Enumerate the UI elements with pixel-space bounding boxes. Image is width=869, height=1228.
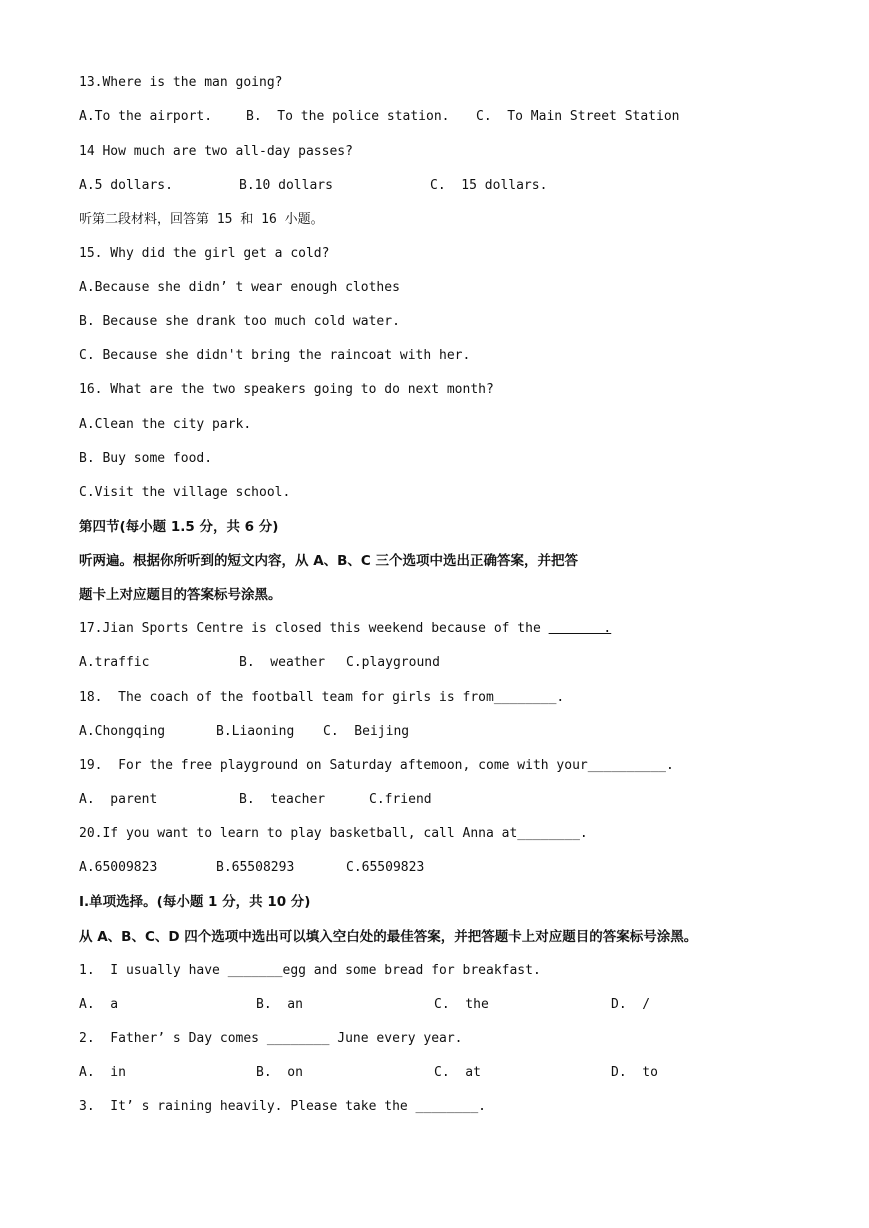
part4-instruction-line2: 题卡上对应题目的答案标号涂黑。 xyxy=(79,587,282,603)
mc2-option-a: A. in xyxy=(79,1065,126,1080)
q18-option-b: B.Liaoning xyxy=(216,724,295,739)
part4-heading: 第四节(每小题 1.5 分，共 6 分) xyxy=(79,519,279,535)
q20-option-a: A.65009823 xyxy=(79,860,158,875)
mc1-question: 1. I usually have _______egg and some bread for breakfast. xyxy=(79,963,541,978)
q15-option-b: B. Because she drank too much cold water. xyxy=(79,314,400,329)
q13-option-c: C. To Main Street Station xyxy=(476,109,680,124)
part4-instruction-line1: 听两遍。根据你所听到的短文内容，从 A、B、C 三个选项中选出正确答案，并把答 xyxy=(79,553,579,569)
q16-question: 16. What are the two speakers going to do next month? xyxy=(79,382,494,397)
q16-option-a: A.Clean the city park. xyxy=(79,417,252,432)
mc2-option-d: D. to xyxy=(611,1065,658,1080)
q19-option-c: C.friend xyxy=(369,792,432,807)
q19-option-a: A. parent xyxy=(79,792,158,807)
q18-question: 18. The coach of the football team for girls is from________. xyxy=(79,690,565,705)
q17-question xyxy=(79,620,611,638)
mc1-option-b: B. an xyxy=(256,997,303,1012)
q16-option-c: C.Visit the village school. xyxy=(79,485,291,500)
mc2-question: 2. Father’ s Day comes ________ June every year. xyxy=(79,1031,463,1046)
q17-option-c: C.playground xyxy=(346,655,440,670)
mc1-option-c: C. the xyxy=(434,997,489,1012)
q20-option-b: B.65508293 xyxy=(216,860,295,875)
q17-option-b: B. weather xyxy=(239,655,326,670)
q15-option-c: C. Because she didn't bring the raincoat with her. xyxy=(79,348,471,363)
mc3-question: 3. It’ s raining heavily. Please take the ________. xyxy=(79,1099,486,1114)
mc1-option-d: D. / xyxy=(611,997,651,1012)
part-i-instruction: 从 A、B、C、D 四个选项中选出可以填入空白处的最佳答案，并把答题卡上对应题目的答案标号涂黑。 xyxy=(79,929,698,945)
mc2-option-b: B. on xyxy=(256,1065,303,1080)
q17-option-a: A.traffic xyxy=(79,655,150,670)
q15-option-a: A.Because she didn’ t wear enough clothes xyxy=(79,280,400,295)
mc1-option-a: A. a xyxy=(79,997,119,1012)
q17-blank: . xyxy=(548,621,612,636)
q13-question: 13.Where is the man going? xyxy=(79,75,283,90)
section2-instruction: 听第二段材料，回答第 15 和 16 小题。 xyxy=(79,212,324,227)
q20-question: 20.If you want to learn to play basketball, call Anna at________. xyxy=(79,826,588,841)
mc2-option-c: C. at xyxy=(434,1065,481,1080)
q14-question: 14 How much are two all-day passes? xyxy=(79,144,353,159)
q17-question-text: 17.Jian Sports Centre is closed this weekend because of the xyxy=(79,621,549,636)
q20-option-c: C.65509823 xyxy=(346,860,425,875)
q15-question: 15. Why did the girl get a cold? xyxy=(79,246,330,261)
q13-option-a: A.To the airport. xyxy=(79,109,213,124)
q14-option-a: A.5 dollars. xyxy=(79,178,173,193)
q19-option-b: B. teacher xyxy=(239,792,326,807)
q14-option-b: B.10 dollars xyxy=(239,178,333,193)
q16-option-b: B. Buy some food. xyxy=(79,451,213,466)
part-i-heading: I.单项选择。(每小题 1 分，共 10 分) xyxy=(79,894,311,910)
q18-option-c: C. Beijing xyxy=(323,724,410,739)
q19-question: 19. For the free playground on Saturday aftemoon, come with your__________. xyxy=(79,758,674,773)
q14-option-c: C. 15 dollars. xyxy=(430,178,548,193)
q13-option-b: B. To the police station. xyxy=(246,109,450,124)
q18-option-a: A.Chongqing xyxy=(79,724,166,739)
